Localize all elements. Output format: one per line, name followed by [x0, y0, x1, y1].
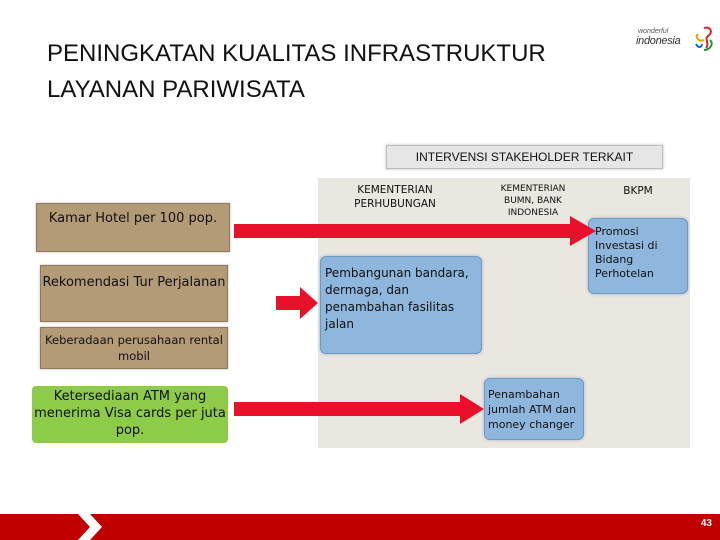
- logo-small-text: wonderful: [638, 28, 669, 35]
- indicator-hotel-rooms: Kamar Hotel per 100 pop.: [36, 203, 230, 252]
- footer-bar: [0, 514, 720, 540]
- column-bkpm: BKPM: [623, 185, 653, 197]
- intervention-investment: Promosi Investasi di Bidang Perhotelan: [588, 218, 688, 294]
- arrow-hotel-to-bkpm-icon: [234, 214, 598, 248]
- page-number: 43: [700, 518, 712, 529]
- slide-title-line2: LAYANAN PARIWISATA: [47, 76, 305, 103]
- wonderful-indonesia-logo: [636, 24, 716, 60]
- arrow-to-infrastructure-icon: [276, 286, 320, 320]
- chevron-right-icon: [78, 514, 104, 540]
- indicator-travel-recommendation: Rekomendasi Tur Perjalanan: [40, 265, 228, 322]
- slide-title: [47, 36, 607, 108]
- logo-flourish-icon: [692, 24, 716, 54]
- column-kemenhub: KEMENTERIAN PERHUBUNGAN: [354, 184, 436, 210]
- column-bumn-bi: KEMENTERIAN BUMN, BANK INDONESIA: [500, 184, 566, 218]
- stakeholder-header: INTERVENSI STAKEHOLDER TERKAIT: [386, 145, 663, 169]
- intervention-atm: Penambahan jumlah ATM dan money changer: [484, 378, 584, 440]
- intervention-infrastructure: Pembangunan bandara, dermaga, dan penambahan fasilitas jalan: [320, 256, 482, 354]
- slide-title-line1: PENINGKATAN KUALITAS INFRASTRUKTUR: [47, 40, 546, 67]
- indicator-car-rental: Keberadaan perusahaan rental mobil: [40, 327, 228, 369]
- logo-main-text: indonesia: [636, 35, 681, 47]
- arrow-atm-to-bumn-icon: [234, 392, 486, 426]
- indicator-atm-visa: Ketersediaan ATM yang menerima Visa cards per juta pop.: [32, 386, 228, 443]
